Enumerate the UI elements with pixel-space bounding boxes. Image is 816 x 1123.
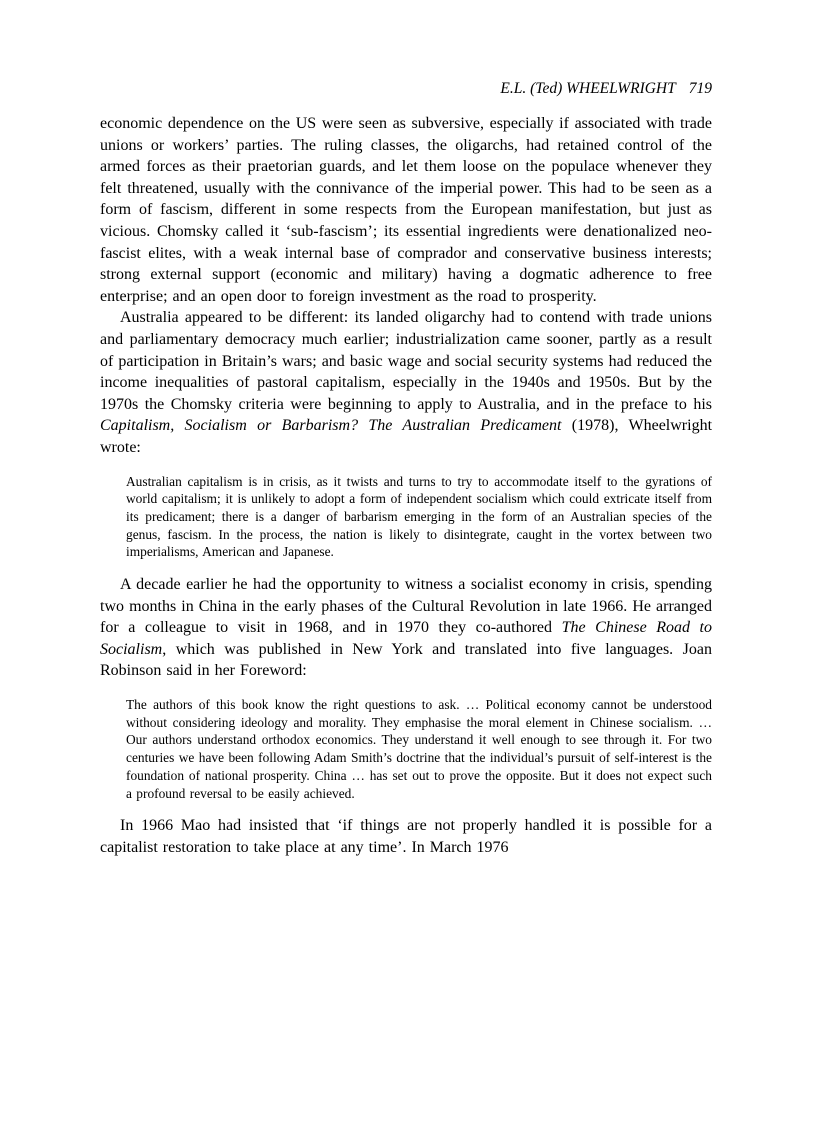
paragraph-3-tail: , which was published in New York and translated into five languages. Joan Robinson said in her Foreword: <box>100 640 712 680</box>
blockquote-1: Australian capitalism is in crisis, as it twists and turns to try to accommodate itself to the gyrations of world capitalism; it is unlikely to adopt a form of independent socialism which could extricate itself from its predicament; there is a danger of barbarism emerging in the form of an Australian species of the genus, fascism. In the process, the nation is likely to disintegrate, caught in the vortex between two imperialisms, American and Japanese. <box>126 473 712 560</box>
paragraph-2-tail: (1978), Wheelwright wrote: <box>100 417 713 456</box>
page-content <box>100 80 712 858</box>
running-header <box>100 80 712 98</box>
page-number: 719 <box>688 80 712 97</box>
book-title-chinese-road: The Chinese Road to Socialism <box>100 619 713 658</box>
paragraph-2 <box>100 307 712 458</box>
paragraph-4: In 1966 Mao had insisted that ‘if things are not properly handled it is possible for a capitalist restoration to take place at any time’. In March 1976 <box>100 817 712 856</box>
book-title-australian-predicament: Capitalism, Socialism or Barbarism? The Australian Predicament <box>100 417 562 435</box>
running-header-title: E.L. (Ted) WHEELWRIGHT <box>500 80 676 97</box>
paragraph-3 <box>100 574 712 682</box>
paragraph-3-lead: A decade earlier he had the opportunity to witness a socialist economy in crisis, spending two months in China in the early phases of the Cultural Revolution in late 1966. He arranged for a colleague to visit in 1968, and in 1970 they co-authored <box>100 576 712 637</box>
paragraph-1: economic dependence on the US were seen as subversive, especially if associated with trade unions or workers’ parties. The ruling classes, the oligarchs, had retained control of the armed forces as their praetorian guards, and let them loose on the populace whenever they felt threatened, usually with the connivance of the imperial power. This had to be seen as a form of fascism, different in some respects from the European manifestation, but just as vicious. Chomsky called it ‘sub-fascism’; its essential ingredients were denationalized neo-fascist elites, with a weak internal base of comprador and conservative business interests; strong external support (economic and military) having a dogmatic adherence to free enterprise; and an open door to foreign investment as the road to prosperity. <box>100 115 712 305</box>
blockquote-2: The authors of this book know the right questions to ask. … Political economy cannot be understood without considering ideology and morality. They emphasise the moral element in Chinese socialism. … Our authors understand orthodox economics. They understand it well enough to see through it. For two centuries we have been following Adam Smith’s doctrine that the individual’s pursuit of self-interest is the foundation of national prosperity. China … has set out to prove the opposite. But it does not expect such a profound reversal to be easily achieved. <box>126 696 712 801</box>
paragraph-2-lead: Australia appeared to be different: its landed oligarchy had to contend with trade unions and parliamentary democracy much earlier; industrialization came sooner, partly as a result of participation in Britain’s wars; and basic wage and social security systems had reduced the income inequalities of pastoral capitalism, especially in the 1940s and 1950s. But by the 1970s the Chomsky criteria were beginning to apply to Australia, and in the preface to his <box>100 309 712 413</box>
